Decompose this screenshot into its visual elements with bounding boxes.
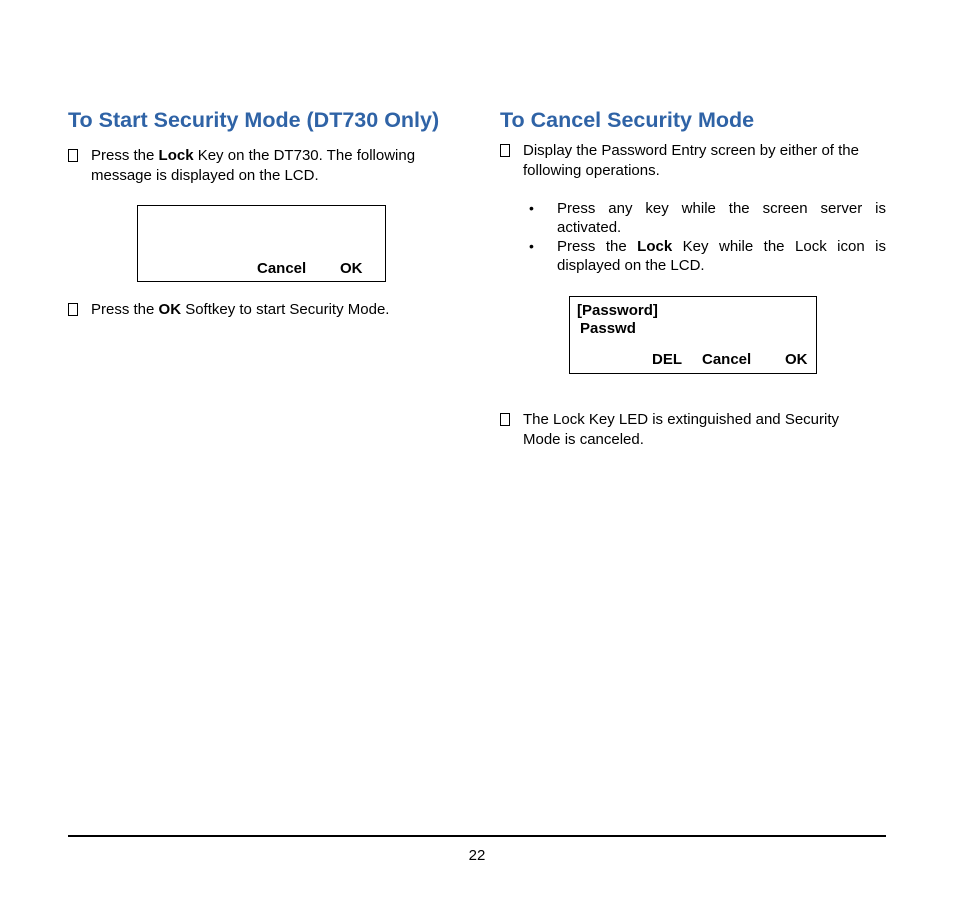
lcd-softkey-del: DEL bbox=[652, 351, 682, 368]
footer-divider bbox=[68, 835, 886, 837]
section-title-cancel-security: To Cancel Security Mode bbox=[500, 108, 755, 132]
start-step1-text bbox=[91, 146, 461, 185]
start-step2-post: Softkey to start Security Mode. bbox=[181, 301, 390, 318]
start-step2-text bbox=[91, 300, 471, 320]
start-step1-key: Lock bbox=[158, 147, 194, 164]
bullet-icon: • bbox=[529, 200, 534, 216]
lcd-softkey-ok: OK bbox=[785, 351, 808, 368]
bullet-item-2-line2: displayed on the LCD. bbox=[557, 257, 705, 274]
lcd-password-entry bbox=[569, 296, 817, 374]
lcd-password-line: [Password] bbox=[577, 302, 658, 319]
bullet-item-2 bbox=[557, 237, 886, 275]
cancel-step1-text: Display the Password Entry screen by either of the following operations. bbox=[523, 142, 859, 179]
bullet-item-1 bbox=[557, 199, 886, 237]
page-number: 22 bbox=[468, 847, 486, 864]
bullet-item-2-post: Key while the Lock icon is bbox=[672, 238, 887, 255]
start-step2-key: OK bbox=[158, 301, 182, 318]
step-checkbox-icon bbox=[68, 303, 78, 316]
step-checkbox-icon bbox=[68, 149, 78, 162]
bullet-item-2-key: Lock bbox=[637, 238, 673, 255]
bullet-item-2-line1 bbox=[557, 237, 886, 256]
cancel-step2-text: The Lock Key LED is extinguished and Security Mode is canceled. bbox=[523, 411, 840, 448]
lcd-security-prompt bbox=[137, 205, 386, 282]
start-step2-pre: Press the bbox=[91, 301, 159, 318]
bullet-item-2-pre: Press the bbox=[557, 238, 638, 255]
bullet-item-1-line2: activated. bbox=[557, 219, 622, 236]
start-step1-pre: Press the bbox=[91, 147, 159, 164]
step-checkbox-icon bbox=[500, 144, 510, 157]
step-checkbox-icon bbox=[500, 413, 510, 426]
bullet-item-1-line1: Press any key while the screen server is bbox=[557, 200, 886, 217]
start-step1-post: Key on the DT730. The following message is displayed on the LCD. bbox=[91, 147, 416, 184]
bullet-icon: • bbox=[529, 238, 534, 254]
lcd-softkey-cancel: Cancel bbox=[257, 260, 307, 277]
lcd-passwd-line: Passwd bbox=[580, 320, 636, 337]
lcd-softkey-ok: OK bbox=[340, 260, 363, 277]
lcd-softkey-cancel: Cancel bbox=[702, 351, 752, 368]
section-title-start-security: To Start Security Mode (DT730 Only) bbox=[68, 108, 440, 132]
